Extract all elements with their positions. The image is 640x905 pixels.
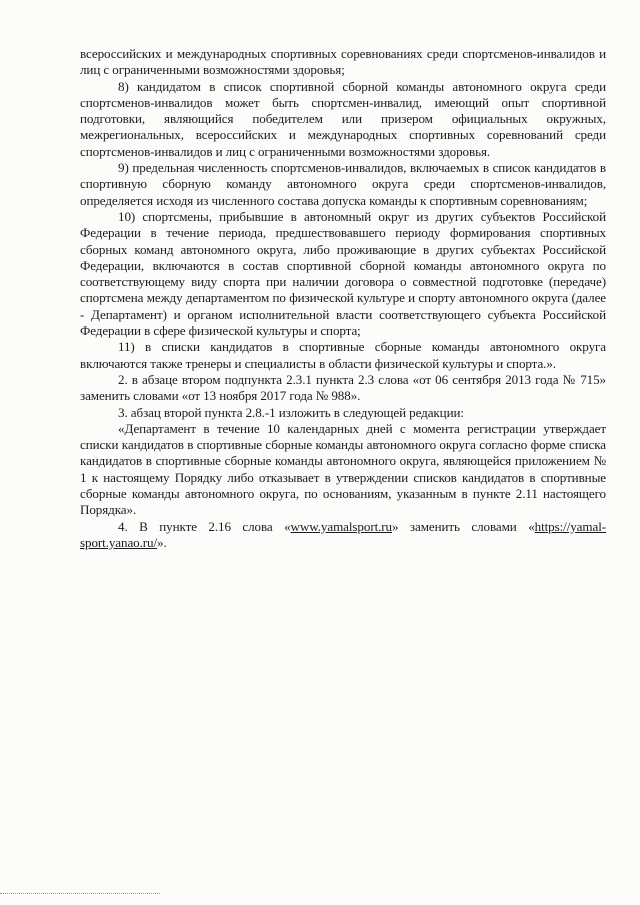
document-body xyxy=(80,46,606,551)
paragraph-change-2: 2. в абзаце втором подпункта 2.3.1 пункта 2.3 слова «от 06 сентября 2013 года № 715» заменить словами «от 13 ноября 2017 года № 988». xyxy=(80,371,606,404)
change-4-prefix: 4. В пункте 2.16 слова « xyxy=(118,518,291,534)
bottom-dotted-rule xyxy=(0,893,160,894)
paragraph-quote: «Департамент в течение 10 календарных дней с момента регистрации утверждает списки кандидатов в спортивные сборные команды автономного округа согласно форме списка кандидатов в спортивные сборные команды автономного округа, являющейся приложением № 1 к настоящему Порядку либо отказывает в утверждении списков кандидатов в спортивные сборные команды автономного округа, по основаниям, указанным в пункте 2.11 настоящего Порядка». xyxy=(80,420,606,518)
paragraph-item-9: 9) предельная численность спортсменов-инвалидов, включаемых в список кандидатов в спортивную сборную команду автономного округа среди спортсменов-инвалидов, определяется исходя из численного состава допуска команды к спортивным соревнованиям; xyxy=(80,160,606,208)
old-site-link[interactable]: www.yamalsport.ru xyxy=(290,518,392,534)
paragraph-item-8: 8) кандидатом в список спортивной сборной команды автономного округа среди спортсменов-инвалидов может быть спортсмен-инвалид, имеющий опыт спортивной подготовки, являющийся победителем или призером официальных окружных, межрегиональных, всероссийских и международных спортивных соревнований среди спортсменов-инвалидов и лиц с ограниченными возможностями здоровья. xyxy=(80,78,606,159)
paragraph-change-4 xyxy=(80,519,606,552)
paragraph-change-3: 3. абзац второй пункта 2.8.-1 изложить в следующей редакции: xyxy=(118,404,464,420)
paragraph-item-10: 10) спортсмены, прибывшие в автономный округ из других субъектов Российской Федерации в течение периода, предшествовавшего периоду формирования спортивных сборных команд автономного округа, либо проживающие в других субъектах Российской Федерации, включаются в состав спортивной сборной команды автономного округа по соответствующему виду спорта при наличии договора о совместной подготовке (передаче) спортсмена между департаментом по физической культуре и спорту автономного округа (далее - Департамент) и органом исполнительной власти соответствующего субъекта Российской Федерации в сфере физической культуры и спорта; xyxy=(80,208,606,339)
change-4-middle: » заменить словами « xyxy=(392,518,535,534)
change-4-suffix: ». xyxy=(157,534,167,550)
new-site-link[interactable]: https://yamal-sport.yanao.ru/ xyxy=(80,518,606,550)
paragraph-item-11: 11) в списки кандидатов в спортивные сборные команды автономного округа включаются также тренеры и специалисты в области физической культуры и спорта.». xyxy=(80,339,606,371)
paragraph-continuation: всероссийских и международных спортивных соревнованиях среди спортсменов-инвалидов и лиц с ограниченными возможностями здоровья; xyxy=(80,46,606,78)
